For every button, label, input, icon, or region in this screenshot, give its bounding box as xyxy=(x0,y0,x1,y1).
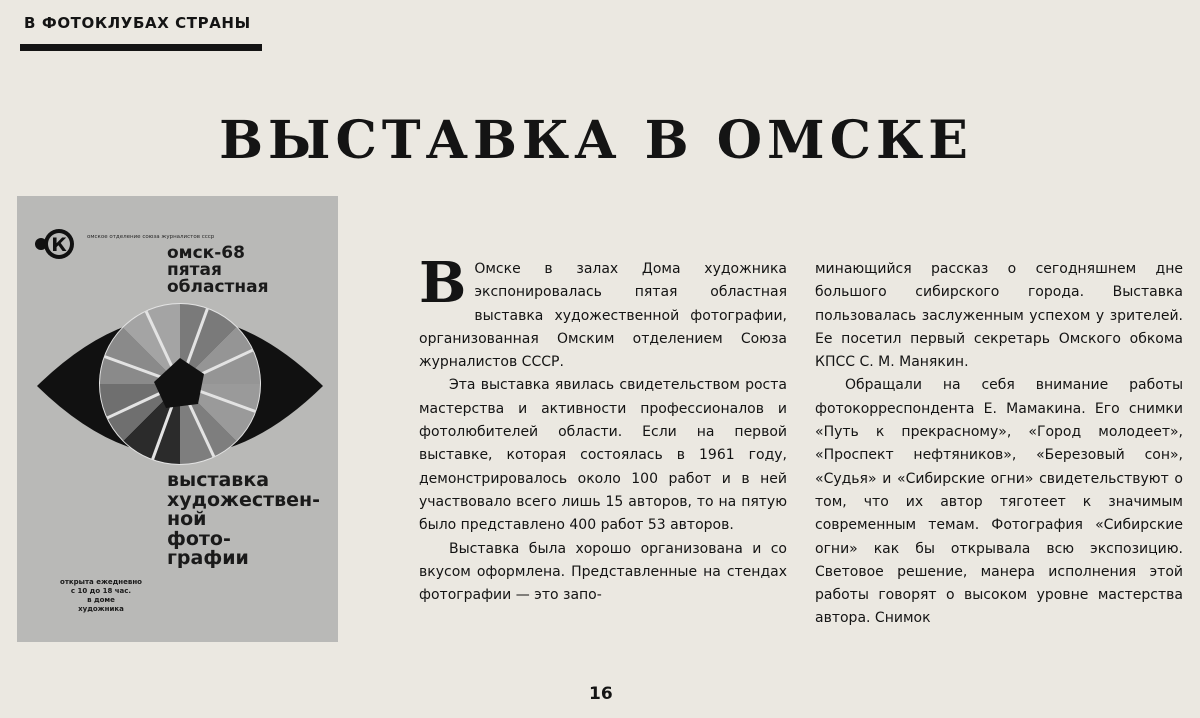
article-column-2 xyxy=(815,258,1183,631)
poster-footer-line: художника xyxy=(78,605,124,613)
paragraph: Обращали на себя внимание работы фотокорреспондента Е. Мамакина. Его снимки «Путь к прекрасному», «Город молодеет», «Проспект нефтяников», «Березовый сон», «Судья» и «Сибирские огни» свидетельствуют о том, что их автор тяготеет к значимым современным темам. Фотография «Сибирские огни» как бы открывала всю экспозицию. Световое решение, манера исполнения этой работы говорят о высоком уровне мастерства автора. Снимок xyxy=(815,377,1183,627)
poster-main-line: выставка xyxy=(167,469,270,491)
paragraph-text: Омске в залах Дома художника экспонировалась пятая областная выставка художественной фотографии, организованная Омским отделением Союза журналистов СССР. xyxy=(419,261,787,371)
poster-footer-line: открыта ежедневно xyxy=(60,578,142,586)
exhibition-poster xyxy=(17,196,338,642)
paragraph: Выставка была хорошо организована и со вкусом оформлена. Представленные на стендах фотографии — это запо- xyxy=(419,540,787,604)
aperture-blades xyxy=(83,287,276,480)
poster-main-line: ной xyxy=(167,508,207,530)
paragraph: минающийся рассказ о сегодняшнем дне большого сибирского города. Выставка пользовалась заслуженным успехом у зрителей. Ее посетил первый секретарь Омского обкома КПСС С. М. Манякин. xyxy=(815,261,1183,371)
article-title xyxy=(0,106,1200,176)
poster-footer xyxy=(27,578,175,614)
section-label: В ФОТОКЛУБАХ СТРАНЫ xyxy=(24,14,251,32)
poster-headline-line: пятая xyxy=(167,260,222,280)
poster-headline-line: омск-68 xyxy=(167,243,245,263)
page-number: 16 xyxy=(589,684,613,704)
poster-headline xyxy=(167,245,337,296)
poster-main-line: фото- xyxy=(167,527,231,550)
paragraph xyxy=(419,250,787,374)
paragraph: Эта выставка явилась свидетельством роста мастерства и активности профессионалов и фотолюбителей области. Если на первой выставке, которая состоялась в 1961 году, демонстрировалось около 100 работ и в ней участвовало всего лишь 15 авторов, то на пятую было представлено 400 работ 53 авторов. xyxy=(419,377,787,534)
section-rule xyxy=(20,44,262,51)
journalists-union-logo-icon xyxy=(31,226,85,262)
poster-main-line: художествен- xyxy=(167,488,321,511)
poster-main-title xyxy=(167,471,320,569)
article-column-1 xyxy=(419,250,787,607)
article-title-text: ВЫСТАВКА В ОМСКЕ xyxy=(219,110,973,171)
poster-footer-line: с 10 до 18 час. xyxy=(70,587,132,595)
poster-main-line: графии xyxy=(167,547,249,569)
poster-org-line: омское отделение союза журналистов ссср xyxy=(87,234,215,240)
poster-headline-line: областная xyxy=(167,277,269,297)
drop-cap: В xyxy=(419,250,467,316)
poster-footer-line: в доме xyxy=(87,596,115,604)
logo-letter: К xyxy=(51,234,67,256)
